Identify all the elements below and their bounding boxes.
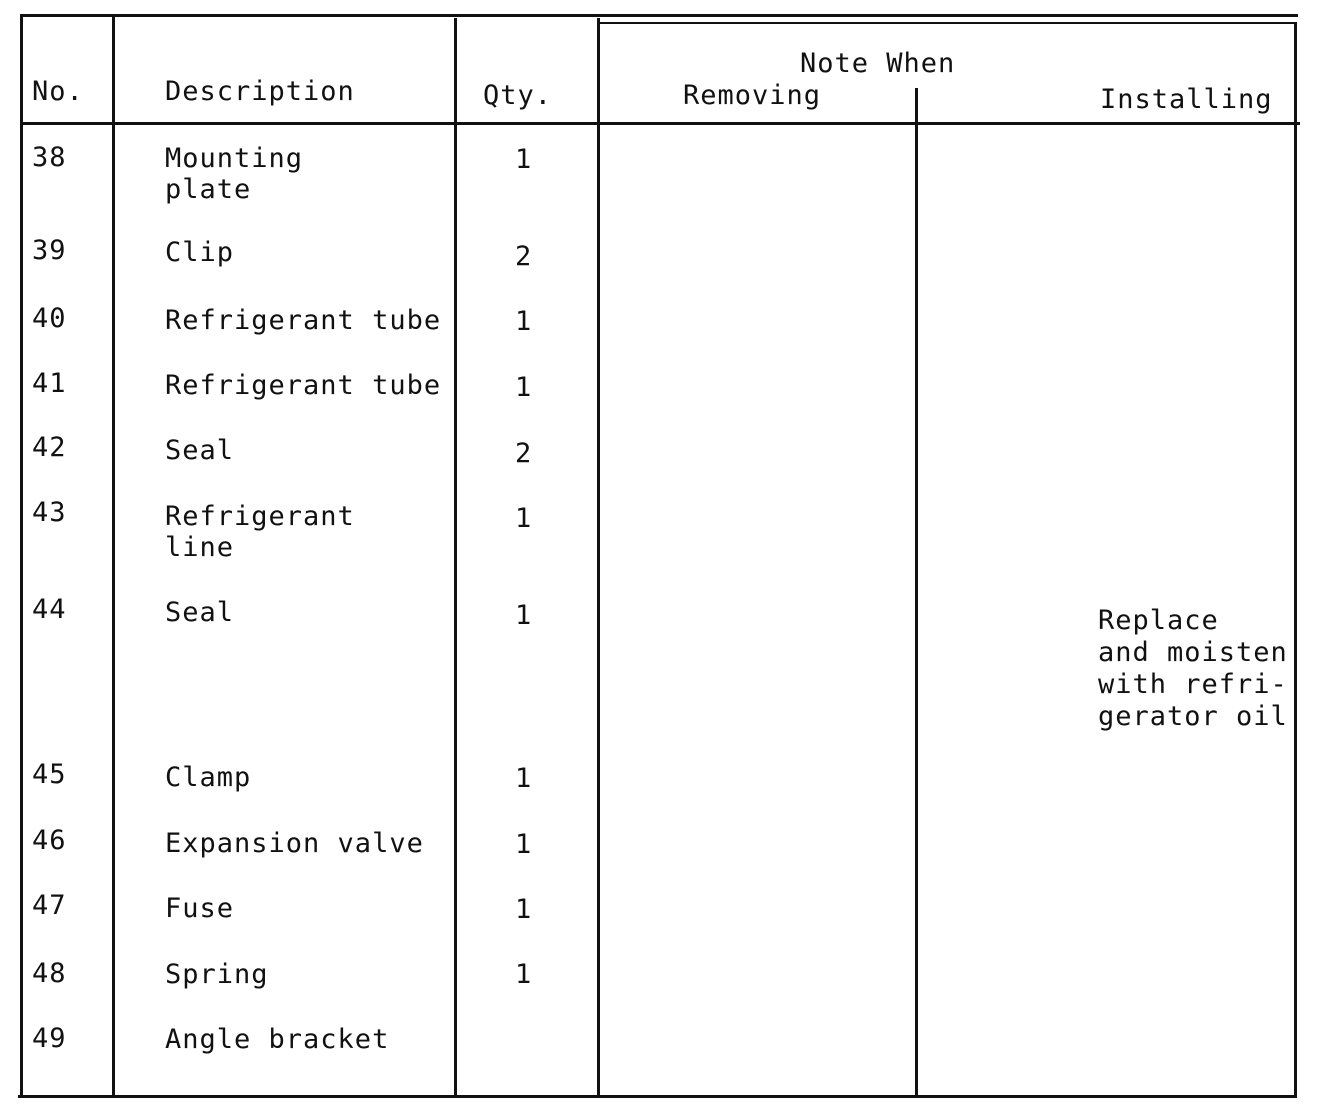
row-description: Angle bracket [165, 1024, 390, 1055]
header-removing: Removing [683, 80, 822, 111]
row-qty: 1 [515, 503, 533, 534]
notes-top-rule [597, 22, 1297, 24]
row-no: 40 [32, 303, 67, 334]
row-qty: 2 [515, 438, 533, 469]
row-description: Clamp [165, 762, 252, 793]
row-description: Refrigerant line [165, 501, 355, 563]
row-no: 43 [32, 497, 67, 528]
row-no: 46 [32, 825, 67, 856]
table-border-right [1294, 24, 1297, 1098]
row-no: 48 [32, 958, 67, 989]
row-no: 41 [32, 368, 67, 399]
row-description: Seal [165, 435, 235, 466]
row-description: Fuse [165, 893, 235, 924]
divider-no-desc [112, 14, 115, 1098]
row-no: 38 [32, 142, 67, 173]
row-qty: 1 [515, 600, 533, 631]
table-border-bottom [18, 1095, 1296, 1098]
header-qty: Qty. [483, 80, 553, 111]
table-border-top [22, 14, 1298, 17]
row-qty: 1 [515, 372, 533, 403]
row-qty: 1 [515, 144, 533, 175]
header-note-when: Note When [800, 48, 956, 79]
row-no: 42 [32, 432, 67, 463]
header-installing: Installing [1100, 84, 1273, 115]
header-description: Description [165, 76, 355, 107]
row-no: 39 [32, 235, 67, 266]
header-no: No. [32, 76, 84, 107]
row-qty: 1 [515, 763, 533, 794]
row-description: Spring [165, 959, 269, 990]
row-no: 45 [32, 759, 67, 790]
row-qty: 1 [515, 306, 533, 337]
row-description: Expansion valve [165, 828, 424, 859]
divider-qty-notes [597, 18, 600, 1098]
row-no: 47 [32, 890, 67, 921]
divider-desc-qty [454, 18, 457, 1098]
row-description: Seal [165, 597, 235, 628]
row-qty: 2 [515, 241, 533, 272]
row-description: Clip [165, 237, 235, 268]
row-description: Refrigerant tube [165, 305, 442, 336]
table-border-left [20, 14, 23, 1098]
row-no: 44 [32, 594, 67, 625]
header-rule [20, 122, 1300, 125]
row-description: Refrigerant tube [165, 370, 442, 401]
divider-removing-installing [915, 88, 918, 1098]
row-qty: 1 [515, 959, 533, 990]
row-installing-note: Replace and moisten with refri- gerator oil [1098, 605, 1288, 732]
row-no: 49 [32, 1023, 67, 1054]
row-qty: 1 [515, 894, 533, 925]
row-qty: 1 [515, 829, 533, 860]
row-description: Mounting plate [165, 143, 304, 205]
